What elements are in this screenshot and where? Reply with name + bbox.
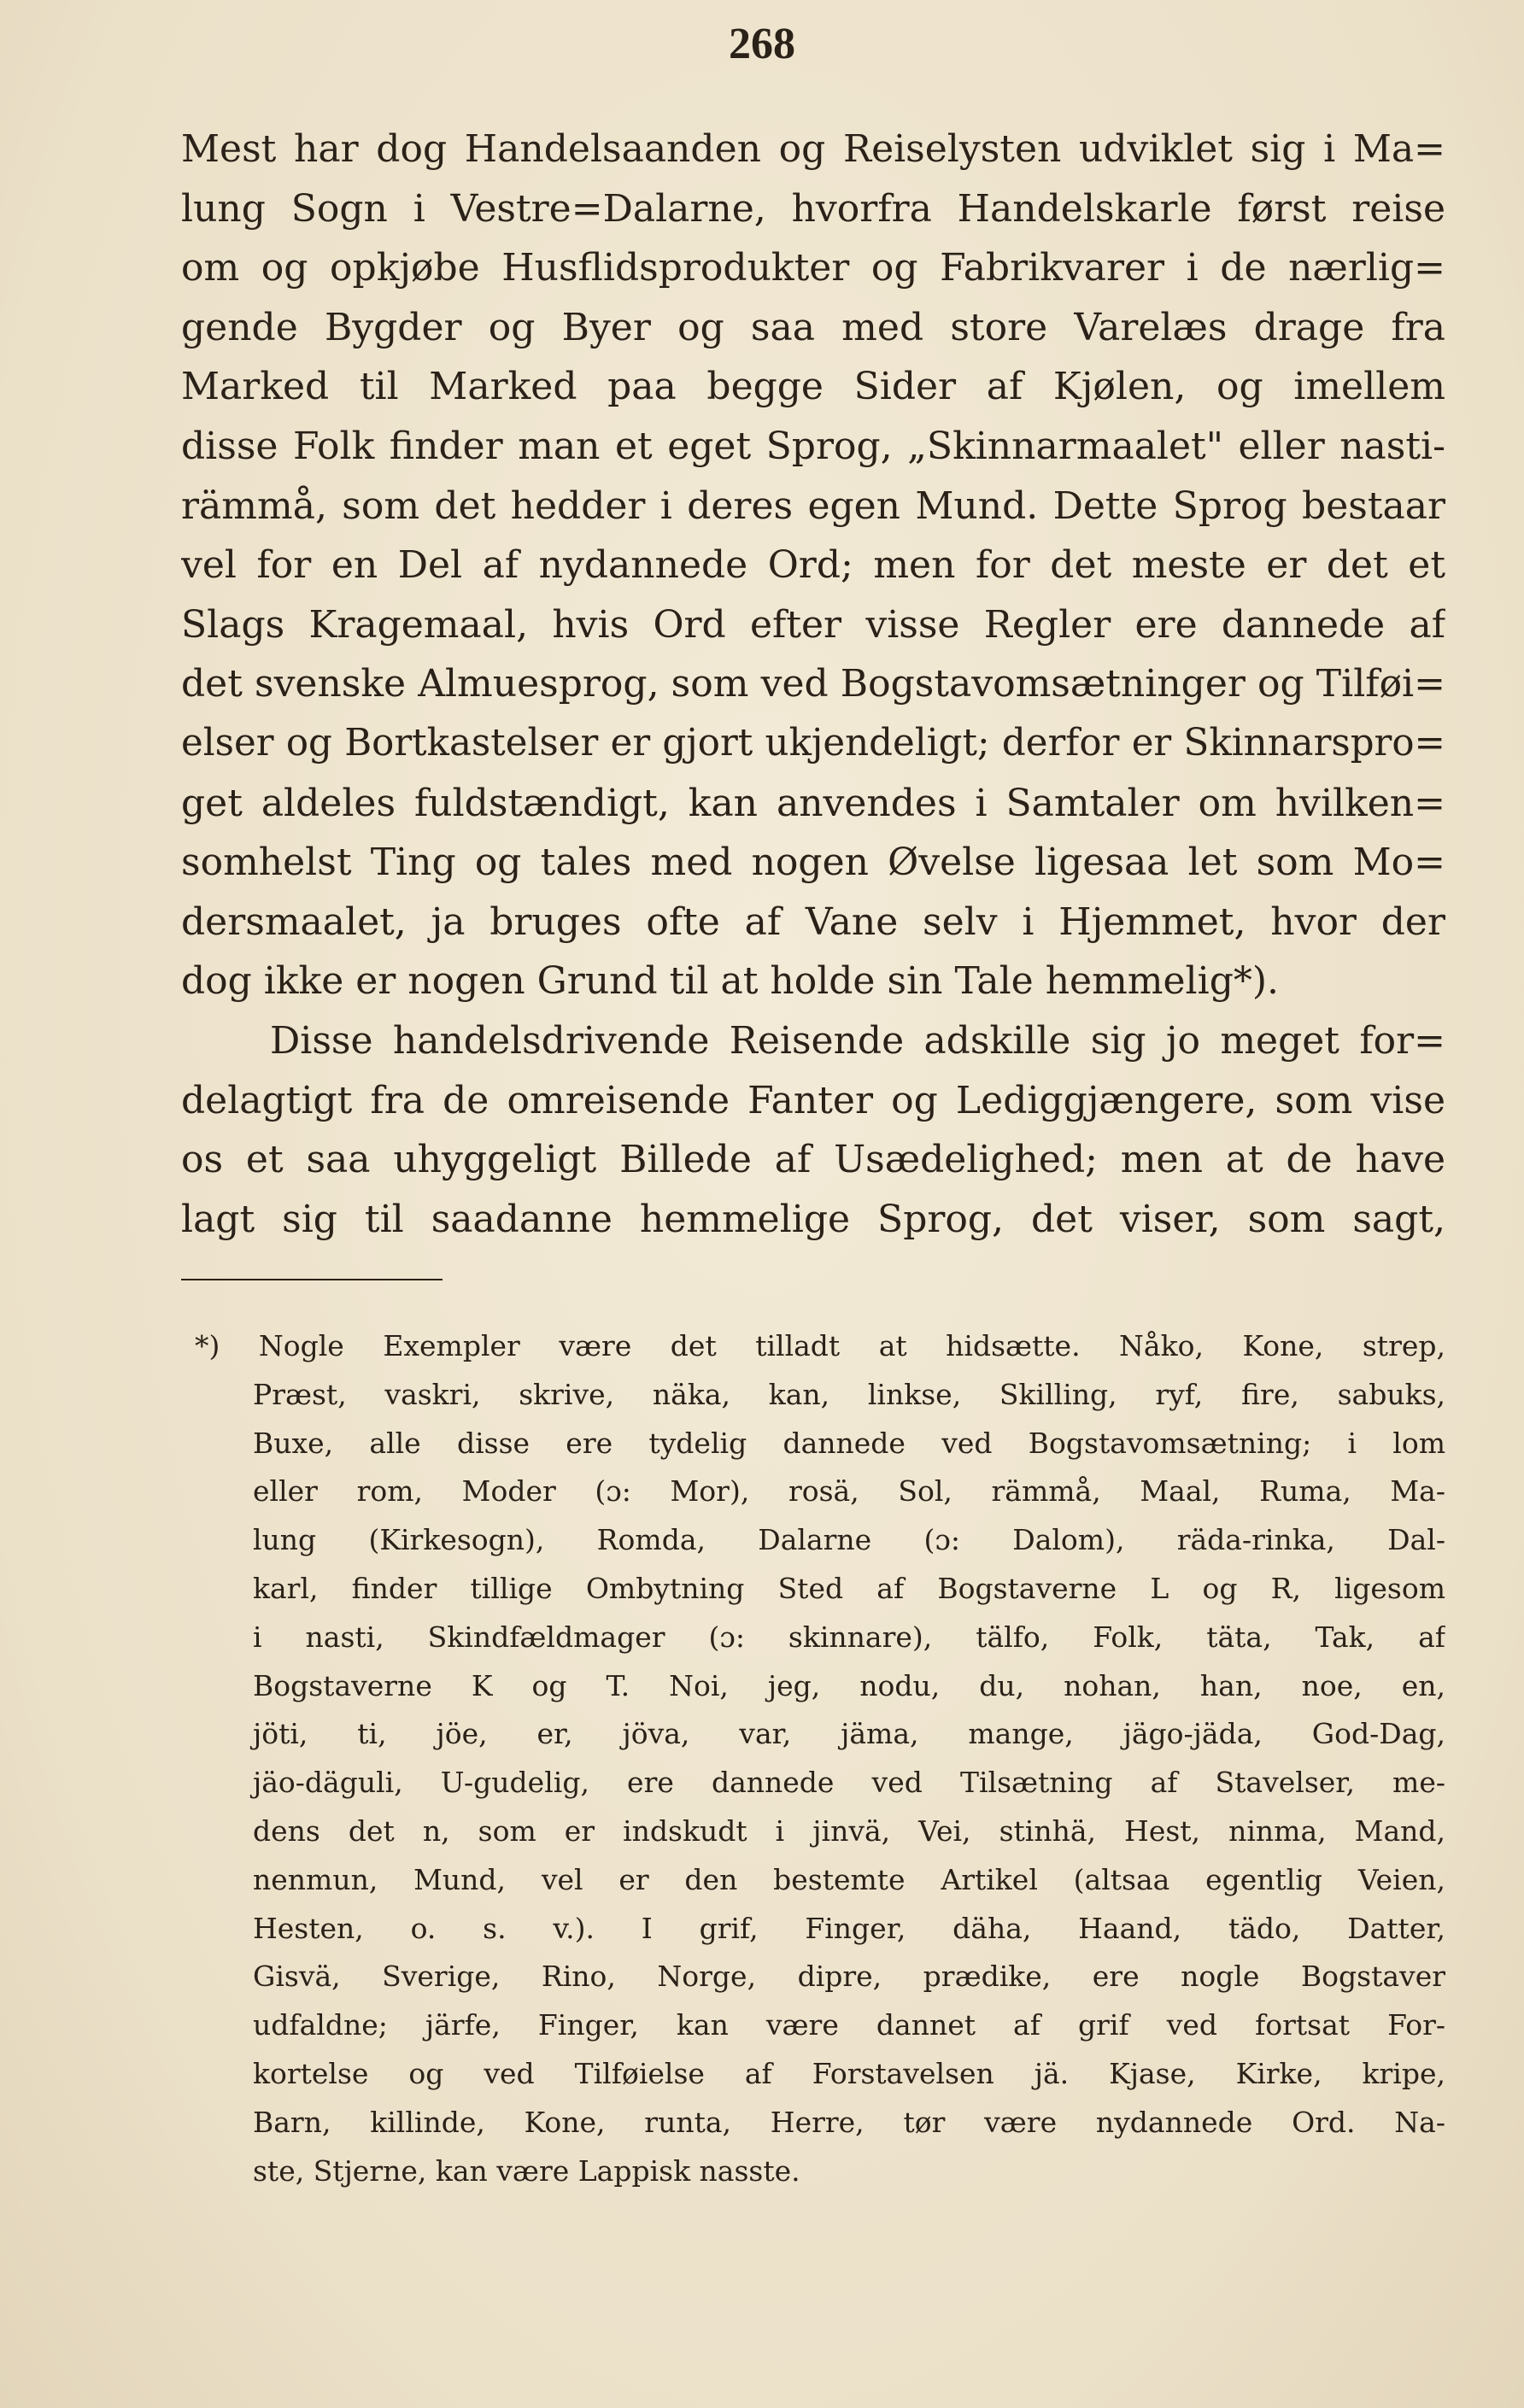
text-line: dog ikke er nogen Grund til at holde sin Tale hemmelig*). xyxy=(181,959,1280,1004)
footnote-line: lung (Kirkesogn), Romda, Dalarne (ɔ: Dalom), räda-rinka, Dal- xyxy=(253,1523,1445,1557)
text-line: lung Sogn i Vestre=Dalarne, hvorfra Handelskarle først reise xyxy=(181,186,1445,231)
footnote-line: eller rom, Moder (ɔ: Mor), rosä, Sol, rämmå, Maal, Ruma, Ma- xyxy=(253,1474,1445,1509)
text-line: det svenske Almuesprog, som ved Bogstavomsætninger og Tilføi= xyxy=(181,662,1445,706)
footnote-line: *) Nogle Exempler være det tilladt at hidsætte. Nåko, Kone, strep, xyxy=(195,1329,1445,1362)
text-line: gende Bygder og Byer og saa med store Varelæs drage fra xyxy=(181,305,1445,349)
text-line: Marked til Marked paa begge Sider af Kjølen, og imellem xyxy=(181,365,1445,409)
footnote-line: Bogstaverne K og T. Noi, jeg, nodu, du, nohan, han, noe, en, xyxy=(253,1668,1445,1702)
footnote-line: Præst, vaskri, skrive, näka, kan, linkse, Skilling, ryf, fire, sabuks, xyxy=(253,1377,1445,1411)
footnote-line: i nasti, Skindfældmager (ɔ: skinnare), tälfo, Folk, täta, Tak, af xyxy=(253,1620,1445,1654)
footnote-line: karl, finder tillige Ombytning Sted af Bogstaverne L og R, ligesom xyxy=(253,1571,1445,1605)
text-line: Slags Kragemaal, hvis Ord efter visse Regler ere dannede af xyxy=(181,602,1445,647)
footnote-line: Hesten, o. s. v.). I grif, Finger, däha, Haand, tädo, Datter, xyxy=(253,1911,1445,1945)
footnote-line: kortelse og ved Tilføielse af Forstavelsen jä. Kjase, Kirke, kripe, xyxy=(253,2056,1445,2090)
text-line: Disse handelsdrivende Reisende adskille sig jo meget for= xyxy=(270,1018,1445,1063)
body-text xyxy=(181,120,1445,1249)
text-line: lagt sig til saadanne hemmelige Sprog, det viser, som sagt, xyxy=(181,1197,1445,1241)
text-line: elser og Bortkastelser er gjort ukjendeligt; derfor er Skinnarspro= xyxy=(181,721,1445,765)
text-line: os et saa uhyggeligt Billede af Usædelighed; men at de have xyxy=(181,1138,1445,1182)
text-line: get aldeles fuldstændigt, kan anvendes i Samtaler om hvilken= xyxy=(181,781,1445,825)
text-line: vel for en Del af nydannede Ord; men for det meste er det et xyxy=(181,543,1445,588)
footnote-line: udfaldne; järfe, Finger, kan være dannet af grif ved fortsat For- xyxy=(253,2008,1445,2042)
text-line: delagtigt fra de omreisende Fanter og Lediggjængere, som vise xyxy=(181,1078,1445,1122)
text-line: Mest har dog Handelsaanden og Reiselysten udviklet sig i Ma= xyxy=(181,127,1445,171)
footnote-line: dens det n, som er indskudt i jinvä, Vei, stinhä, Hest, ninma, Mand, xyxy=(253,1813,1445,1848)
footnote-line: Buxe, alle disse ere tydelig dannede ved Bogstavomsætning; i lom xyxy=(253,1426,1445,1460)
text-line: somhelst Ting og tales med nogen Øvelse ligesaa let som Mo= xyxy=(181,841,1445,885)
text-line: disse Folk finder man et eget Sprog, „Skinnarmaalet" eller nasti- xyxy=(181,424,1445,468)
page-number: 268 xyxy=(729,20,795,68)
footnote-line: ste, Stjerne, kan være Lappisk nasste. xyxy=(253,2153,800,2188)
footnote-line: nenmun, Mund, vel er den bestemte Artikel (altsaa egentlig Veien, xyxy=(253,1862,1445,1896)
text-line: rämmå, som det hedder i deres egen Mund. Dette Sprog bestaar xyxy=(181,483,1445,528)
footnote-divider xyxy=(181,1279,443,1280)
footnote xyxy=(181,1322,1445,2195)
footnote-line: Barn, killinde, Kone, runta, Herre, tør være nydannede Ord. Na- xyxy=(253,2105,1445,2139)
footnote-line: Gisvä, Sverige, Rino, Norge, dipre, prædike, ere nogle Bogstaver xyxy=(253,1960,1445,1994)
text-line: dersmaalet, ja bruges ofte af Vane selv i Hjemmet, hvor der xyxy=(181,899,1445,944)
footnote-line: jöti, ti, jöe, er, jöva, var, jäma, mange, jägo-jäda, God-Dag, xyxy=(253,1717,1445,1751)
footnote-line: jäo-däguli, U-gudelig, ere dannede ved Tilsætning af Stavelser, me- xyxy=(253,1766,1445,1800)
text-line: om og opkjøbe Husflidsprodukter og Fabrikvarer i de nærlig= xyxy=(181,246,1445,290)
